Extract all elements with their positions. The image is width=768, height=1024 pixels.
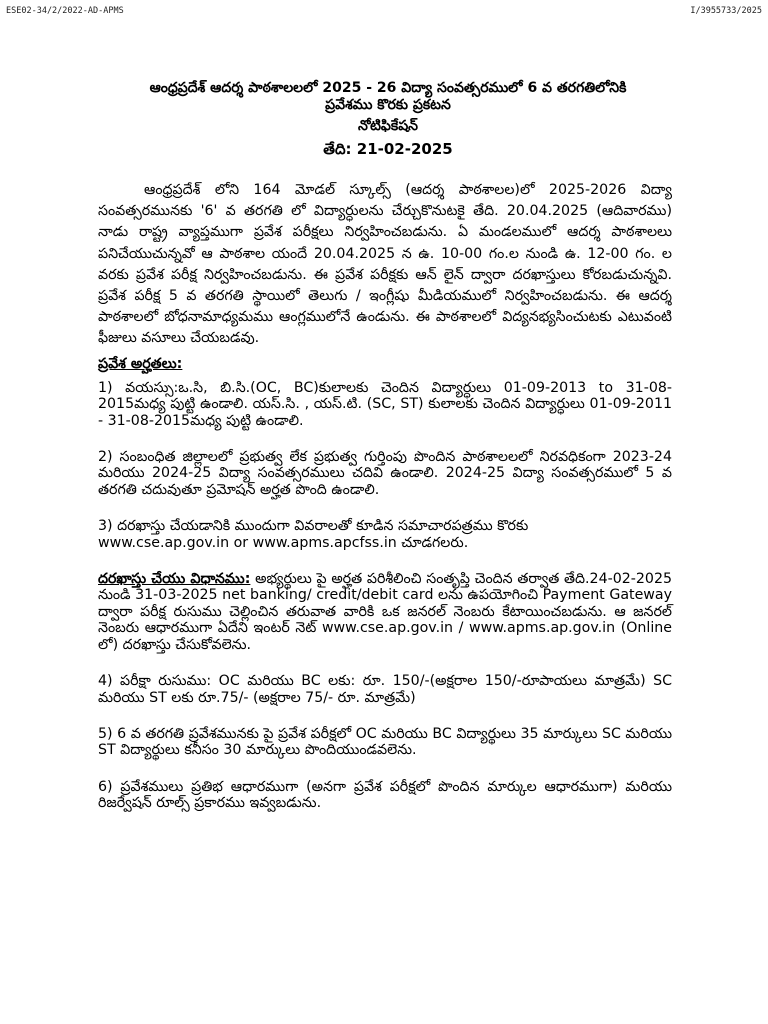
eligibility-item-info — [98, 518, 672, 551]
title-block — [98, 80, 678, 158]
qualifying-marks: 5) 6 వ తరగతి ప్రవేశమునకు పై ప్రవేశ పరీక్షలో OC మరియు BC విద్యార్థులు 35 మార్కులు SC మరియు ST విద్యార్థులు కనీసం 30 మార్కులు పొందియుండవలెను. — [98, 725, 672, 759]
info-line: 3) దరఖాస్తు చేయడానికి ముందుగా వివరాలతో కూడిన సమాచారపత్రము కొరకు — [98, 518, 529, 535]
title-line-1: ఆంధ్రప్రదేశ్ ఆదర్శ పాఠశాలలలో 2025 - 26 విద్యా సంవత్సరములో 6 వ తరగతిలోనికి — [149, 80, 627, 96]
notice-date: తేది: 21-02-2025 — [323, 140, 453, 158]
exam-fee: 4) పరీక్షా రుసుము: OC మరియు BC లకు: రూ. 150/-(అక్షరాల 150/-రూపాయలు మాత్రమే) SC మరియు ST లకు రూ.75/- (అక్షరాల 75/- రూ. మాత్రమే) — [98, 673, 672, 706]
admission-basis: 6) ప్రవేశములు ప్రతిభ ఆధారముగా (అనగా ప్రవేశ పరీక్షలో పొందిన మార్కుల ఆధారముగా) మరియు రిజర్వేషన్ రూల్స్ ప్రకారము ఇవ్వబడును. — [98, 778, 672, 812]
document-id: I/3955733/2025 — [690, 6, 762, 16]
title-line-2: ప్రవేశము కొరకు ప్రకటన — [325, 97, 451, 113]
eligibility-heading: ప్రవేశ అర్హతలు: — [98, 355, 183, 372]
info-websites: www.cse.ap.gov.in or www.apms.apcfss.in చూడగలరు. — [98, 534, 469, 551]
notice-body — [98, 180, 672, 812]
application-procedure — [98, 571, 672, 653]
file-reference: ESE02-34/2/2022-AD-APMS — [6, 6, 124, 16]
eligibility-item-schooling: 2) సంబంధిత జిల్లాలలో ప్రభుత్వ లేక ప్రభుత్వ గుర్తింపు పొందిన పాఠశాలలలో నిరవధికంగా 2023-24 మరియు 2024-25 విద్యా సంవత్సరములు చదివి ఉండాలి. 2024-25 విద్యా సంవత్సరములో 5 వ తరగతి చదువుతూ ప్రమోషన్ అర్హత పొంది ఉండాలి. — [98, 449, 672, 498]
notification-heading: నోటిఫికేషన్ — [357, 118, 419, 134]
application-text: అభ్యర్థులు పై అర్హత పరిశీలించి సంతృప్తి చెందిన తర్వాత తేది.24-02-2025 నుండి 31-03-2025 net banking/ credit/debit card లను ఉపయోగించి Payment Gateway ద్వారా పరీక్ష రుసుము చెల్లించిన తరువాత వారికి ఒక జనరల్ నెంబరు కేటాయించబడును. ఆ జనరల్ నెంబరు ఆధారముగా ఏదేని ఇంటర్ నెట్ www.cse.ap.gov.in / www.apms.ap.gov.in (Online లో) దరఖాస్తు చేసుకోవలెను. — [98, 571, 672, 653]
application-heading: దరఖాస్తు చేయు విధానము: — [98, 571, 251, 588]
intro-paragraph: ఆంధ్రప్రదేశ్ లోని 164 మోడల్ స్కూల్స్ (ఆదర్శ పాఠశాలల)లో 2025-2026 విద్యా సంవత్సరమునకు '6' వ తరగతి లో విద్యార్ధులను చేర్చుకొనుటకై తేది. 20.04.2025 (ఆదివారము) నాడు రాష్ట్ర వ్యాప్తముగా ప్రవేశ పరీక్షలు నిర్వహించబడును. ఏ మండలములో ఆదర్శ పాఠశాలలు పనిచేయుచున్నవో ఆ పాఠశాల యందే 20.04.2025 న ఉ. 10-00 గం.ల నుండి ఉ. 12-00 గం. ల వరకు ప్రవేశ పరీక్ష నిర్వహించబడును. ఈ ప్రవేశ పరీక్షకు ఆన్ లైన్ ద్వారా దరఖాస్తులు కోరబడుచున్నవి. ప్రవేశ పరీక్ష 5 వ తరగతి స్థాయిలో తెలుగు / ఇంగ్లీషు మీడియములో నిర్వహించబడును. ఈ ఆదర్శ పాఠశాలలో బోధనామాధ్యమము ఆంగ్లములోనే ఉండును. ఈ పాఠశాలలో విద్యనభ్యసించుటకు ఎటువంటి ఫీజులు వసూలు చేయబడవు. — [98, 182, 672, 347]
eligibility-item-age: 1) వయస్సు:ఒ.సి, బి.సి.(OC, BC)కులాలకు చెందిన విద్యార్ధులు 01-09-2013 to 31-08-2015మధ్య పుట్టి ఉండాలి. యస్.సి. , యస్.టి. (SC, ST) కులాలకు చెందిన విద్యార్ధులు 01-09-2011 - 31-08-2015మధ్య పుట్టి ఉండాలి. — [98, 379, 672, 429]
